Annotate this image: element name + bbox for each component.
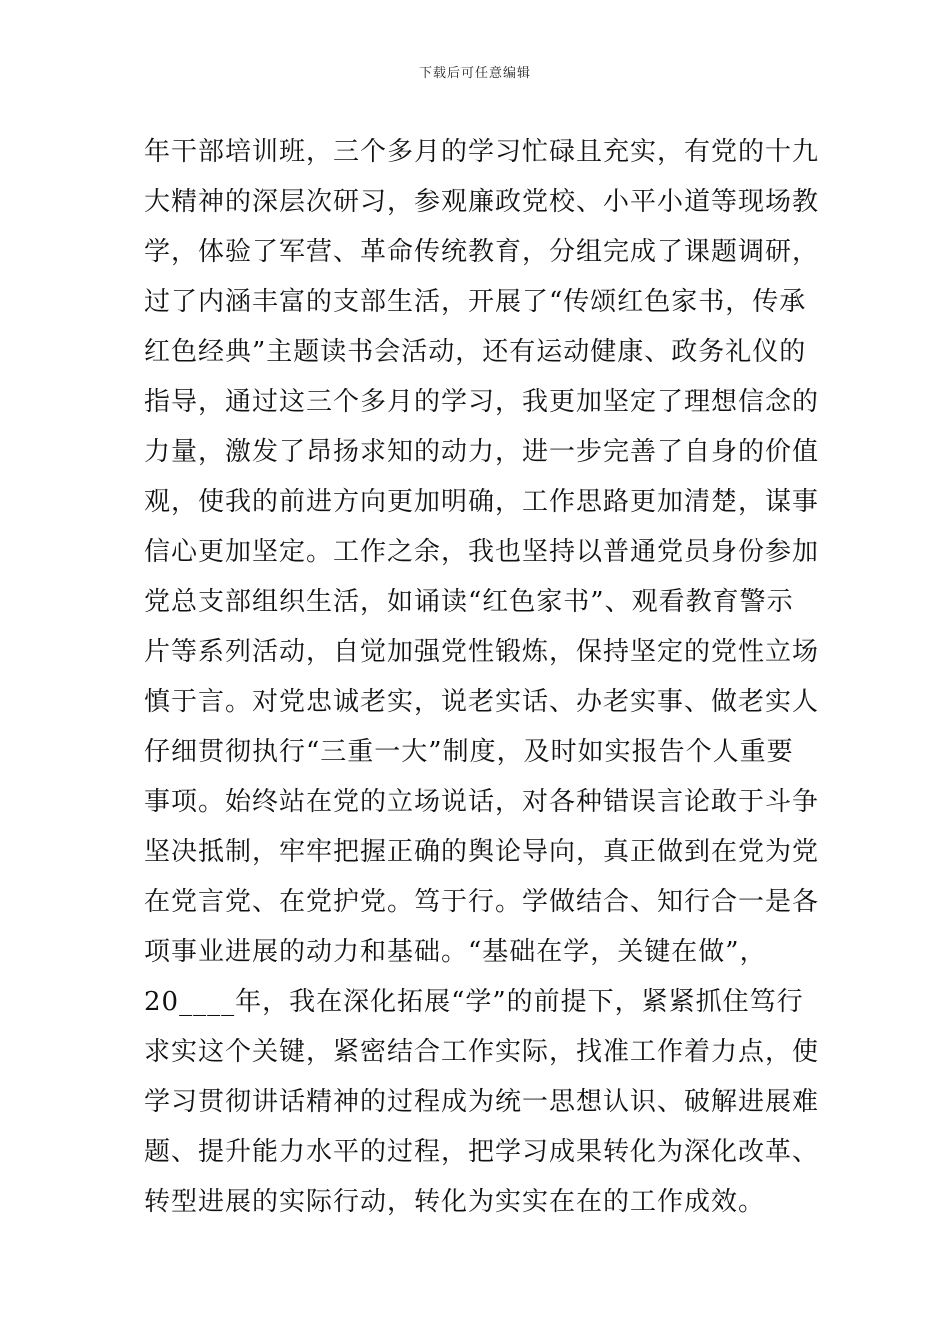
- header-note: 下载后可任意编辑: [418, 66, 531, 81]
- text-line: 党总支部组织生活，如诵读“红色家书”、观看教育警示: [144, 587, 794, 617]
- text-line: 事项。始终站在党的立场说话，对各种错误言论敢于斗争: [144, 787, 820, 817]
- text-line: 仔细贯彻执行“三重一大”制度，及时如实报告个人重要: [144, 737, 794, 767]
- text-line: 坚决抵制，牢牢把握正确的舆论导向，真正做到在党为党: [144, 837, 820, 867]
- text-line: 片等系列活动，自觉加强党性锻炼，保持坚定的党性立场: [144, 637, 820, 667]
- text-line: 观，使我的前进方向更加明确，工作思路更加清楚，谋事: [144, 487, 820, 517]
- text-line: 转型进展的实际行动，转化为实实在在的工作成效。: [144, 1187, 766, 1217]
- text-line: 项事业进展的动力和基础。“基础在学，关键在做”，: [144, 937, 767, 967]
- text-line: 红色经典”主题读书会活动，还有运动健康、政务礼仪的: [144, 337, 807, 367]
- text-line: 在党言党、在党护党。笃于行。学做结合、知行合一是各: [144, 887, 820, 917]
- text-line: 年干部培训班，三个多月的学习忙碌且充实，有党的十九: [144, 137, 820, 167]
- text-line: 求实这个关键，紧密结合工作实际，找准工作着力点，使: [144, 1037, 820, 1067]
- text-line: 学，体验了军营、革命传统教育，分组完成了课题调研，: [144, 237, 820, 267]
- text-line: 过了内涵丰富的支部生活，开展了“传颂红色家书，传承: [144, 287, 807, 317]
- text-line: 大精神的深层次研习，参观廉政党校、小平小道等现场教: [144, 187, 820, 217]
- text-line: 力量，激发了昂扬求知的动力，进一步完善了自身的价值: [144, 437, 820, 467]
- text-line: 指导，通过这三个多月的学习，我更加坚定了理想信念的: [144, 387, 820, 417]
- text-line: 题、提升能力水平的过程，把学习成果转化为深化改革、: [144, 1137, 820, 1167]
- text-line: 慎于言。对党忠诚老实，说老实话、办老实事、做老实人: [144, 687, 820, 717]
- text-line: 20____年，我在深化拓展“学”的前提下，紧紧抓住笃行: [144, 987, 804, 1017]
- body-text: [144, 127, 844, 1227]
- text-line: 信心更加坚定。工作之余，我也坚持以普通党员身份参加: [144, 537, 820, 567]
- text-line: 学习贯彻讲话精神的过程成为统一思想认识、破解进展难: [144, 1087, 820, 1117]
